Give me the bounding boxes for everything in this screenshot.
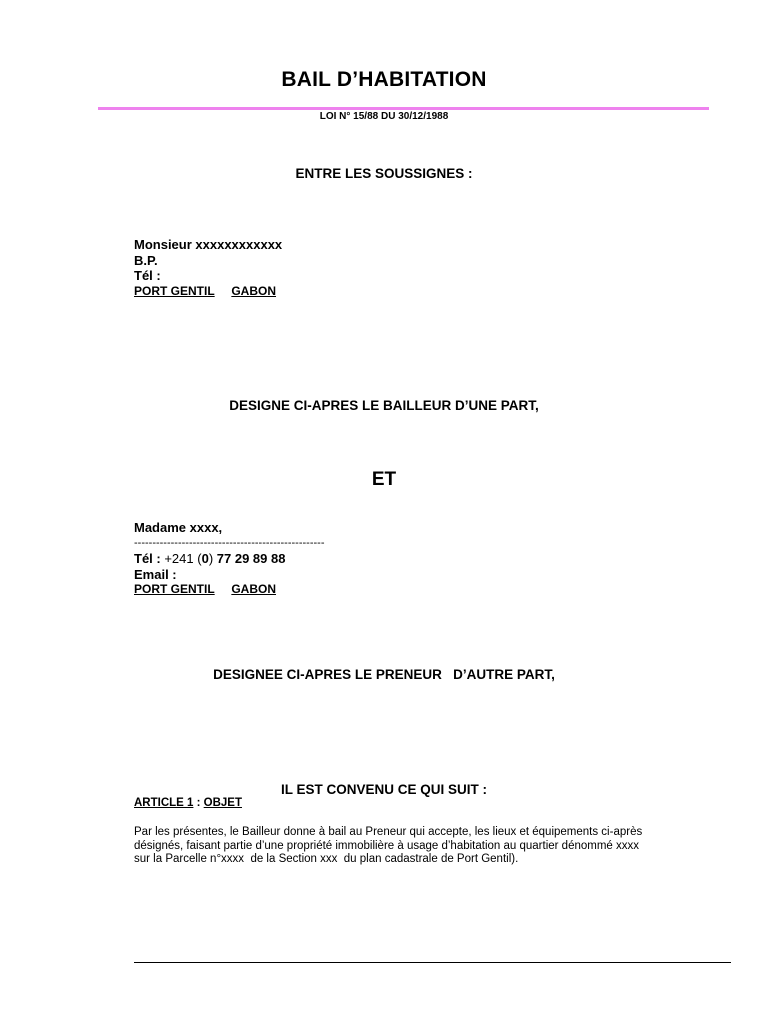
tenant-name: Madame xxxx, <box>134 520 223 535</box>
article-1-paragraph <box>134 826 734 867</box>
paragraph-line: sur la Parcelle n°xxxx de la Section xxx du plan cadastrale de Port Gentil). <box>134 853 519 865</box>
article-1-label: ARTICLE 1 <box>134 797 194 809</box>
tenant-email: Email : <box>134 566 177 582</box>
tenant-tel-prefix: +241 ( <box>164 551 202 566</box>
tenant-designation: DESIGNEE CI-APRES LE PRENEUR D’AUTRE PART, <box>213 667 555 682</box>
and-word: ET <box>371 469 397 490</box>
lessor-country: GABON <box>231 283 277 298</box>
tenant-tel <box>134 551 324 567</box>
article-1-heading <box>134 797 242 809</box>
article-1-separator: : <box>193 797 204 809</box>
tenant-tel-number: 77 29 89 88 <box>216 551 286 566</box>
lessor-block <box>134 237 282 299</box>
tenant-tel-close: ) <box>208 551 217 566</box>
lessor-name: Monsieur xxxxxxxxxxxx <box>134 237 283 252</box>
tenant-country: GABON <box>231 582 277 596</box>
tenant-dashes: ---------------------------------------------------- <box>134 536 325 549</box>
lessor-city: PORT GENTIL <box>134 283 215 298</box>
lessor-designation: DESIGNE CI-APRES LE BAILLEUR D’UNE PART, <box>229 398 539 413</box>
paragraph-line: désignés, faisant partie d’une propriété immobilière à usage d’habitation au quartier dénommé xxxx <box>134 839 640 852</box>
article-1-title: OBJET <box>203 797 242 809</box>
title-underline <box>98 107 709 110</box>
agreement-heading: IL EST CONVENU CE QUI SUIT : <box>280 782 488 797</box>
lessor-address <box>134 284 282 300</box>
lessor-tel: Tél : <box>134 268 161 283</box>
between-heading: ENTRE LES SOUSSIGNES : <box>295 166 473 181</box>
document-title: BAIL D’HABITATION <box>281 68 487 91</box>
tenant-tel-label: Tél : <box>134 551 165 566</box>
tenant-block <box>134 520 324 598</box>
lessor-bp: B.P. <box>134 252 158 268</box>
tenant-address <box>134 582 324 598</box>
law-reference: LOI N° 15/88 DU 30/12/1988 <box>319 111 449 122</box>
tenant-city: PORT GENTIL <box>134 582 215 596</box>
footer-rule <box>134 962 731 963</box>
tenant-tel-zero: 0 <box>201 551 209 566</box>
paragraph-line: Par les présentes, le Bailleur donne à bail au Preneur qui accepte, les lieux et équipements ci-après <box>134 826 643 838</box>
